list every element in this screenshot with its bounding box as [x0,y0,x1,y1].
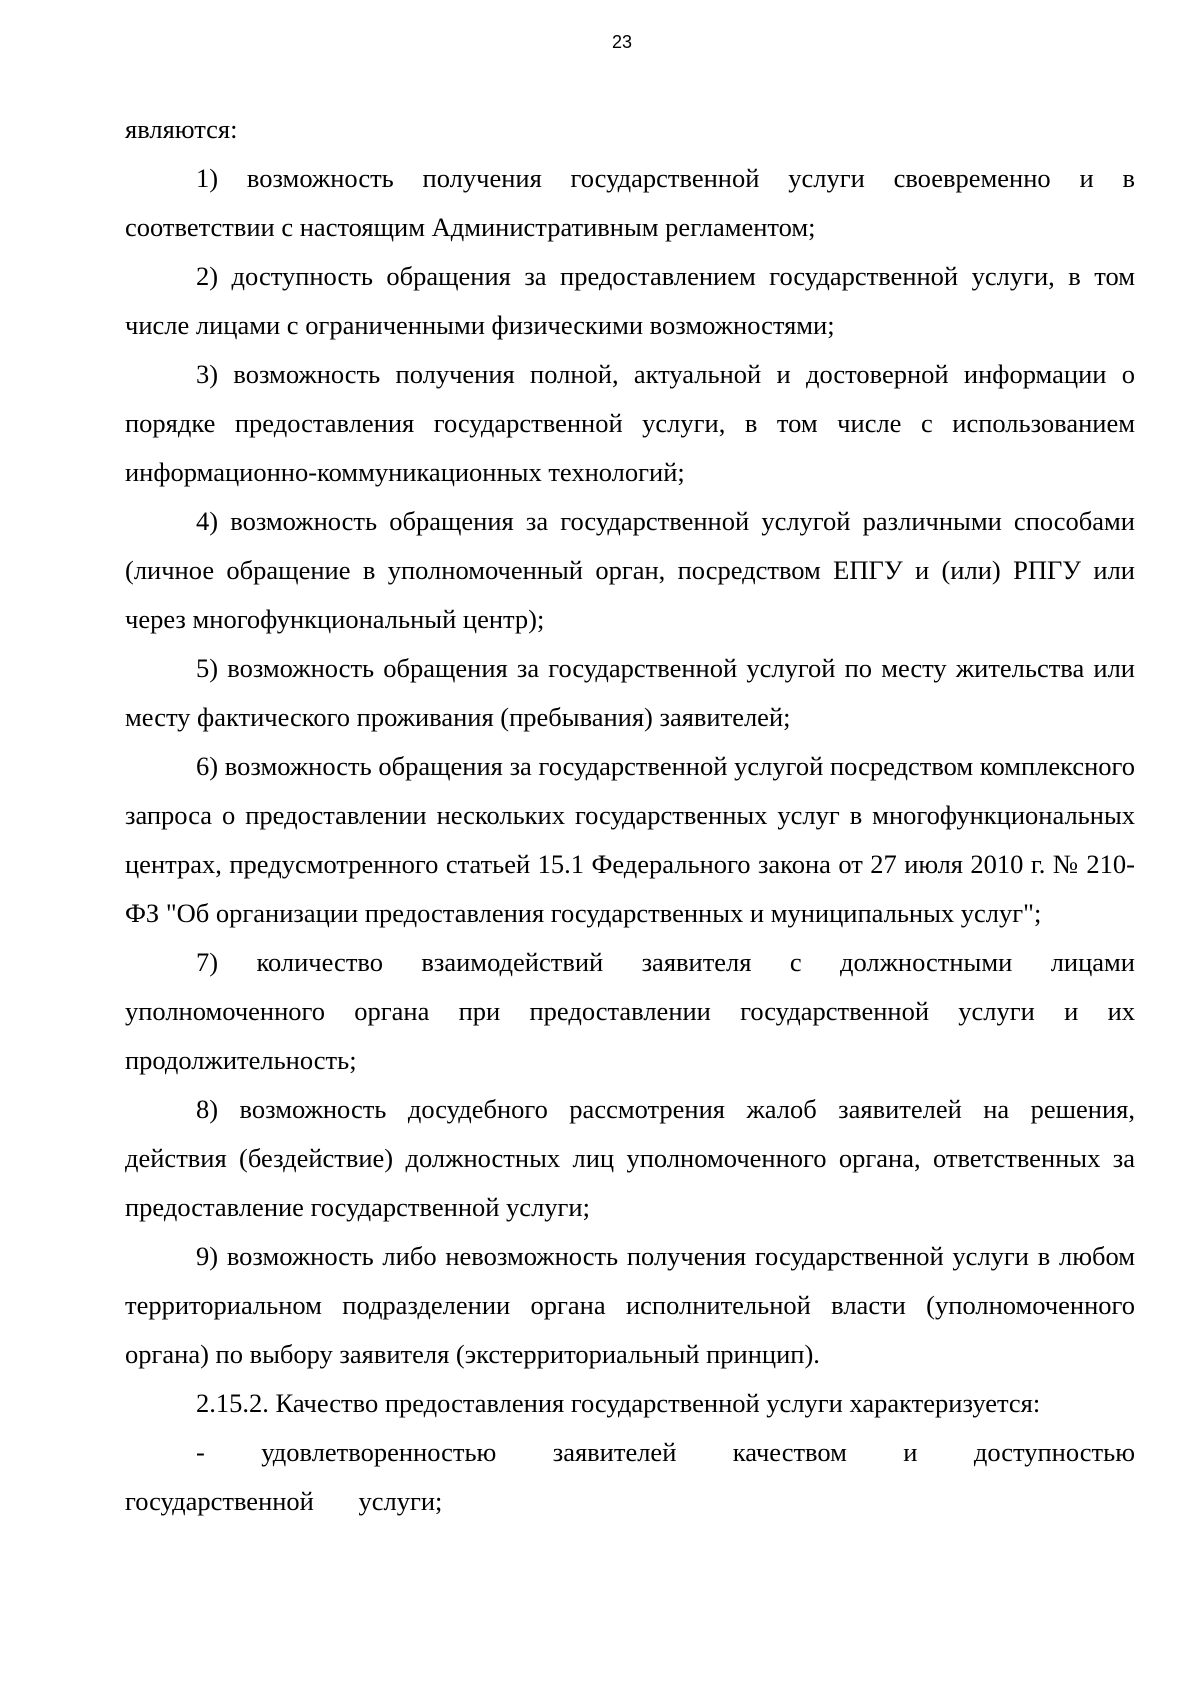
list-item-2: 2) доступность обращения за предоставлением государственной услуги, в том числе лицами с ограниченными физическими возможностями; [125,261,1135,340]
list-item-5: 5) возможность обращения за государственной услугой по месту жительства или месту фактического проживания (пребывания) заявителей; [125,653,1135,732]
list-item-9: 9) возможность либо невозможность получения государственной услуги в любом территориальном подразделении органа исполнительной власти (уполномоченного органа) по выбору заявителя (экстерриториальный принцип). [125,1241,1135,1369]
list-item-8: 8) возможность досудебного рассмотрения жалоб заявителей на решения, действия (бездействие) должностных лиц уполномоченного органа, ответственных за предоставление государственной услуги; [125,1094,1135,1222]
page-number: 23 [611,32,633,52]
list-item-4: 4) возможность обращения за государственной услугой различными способами (личное обращение в уполномоченный орган, посредством ЕПГУ и (или) РПГУ или через многофункциональный центр); [125,506,1135,634]
dash-list-item: - удовлетворенностью заявителей качеством и доступностью государственной услуги; [125,1437,1135,1516]
list-item-1: 1) возможность получения государственной услуги своевременно и в соответствии с настоящим Административным регламентом; [125,163,1135,242]
paragraph-intro: являются: [125,114,238,144]
list-item-7: 7) количество взаимодействий заявителя с должностными лицами уполномоченного органа при предоставлении государственной услуги и их продолжительность; [125,947,1135,1075]
document-body [125,105,1135,1526]
list-item-3: 3) возможность получения полной, актуальной и достоверной информации о порядке предоставления государственной услуги, в том числе с использованием информационно-коммуникационных технологий; [125,359,1135,487]
section-2-15-2-heading: 2.15.2. Качество предоставления государственной услуги характеризуется: [196,1388,1041,1418]
list-item-6: 6) возможность обращения за государственной услугой посредством комплексного запроса о предоставлении нескольких государственных услуг в многофункциональных центрах, предусмотренного статьей 15.1 Федерального закона от 27 июля 2010 г. № 210-ФЗ "Об организации предоставления государственных и муниципальных услуг"; [125,751,1135,928]
